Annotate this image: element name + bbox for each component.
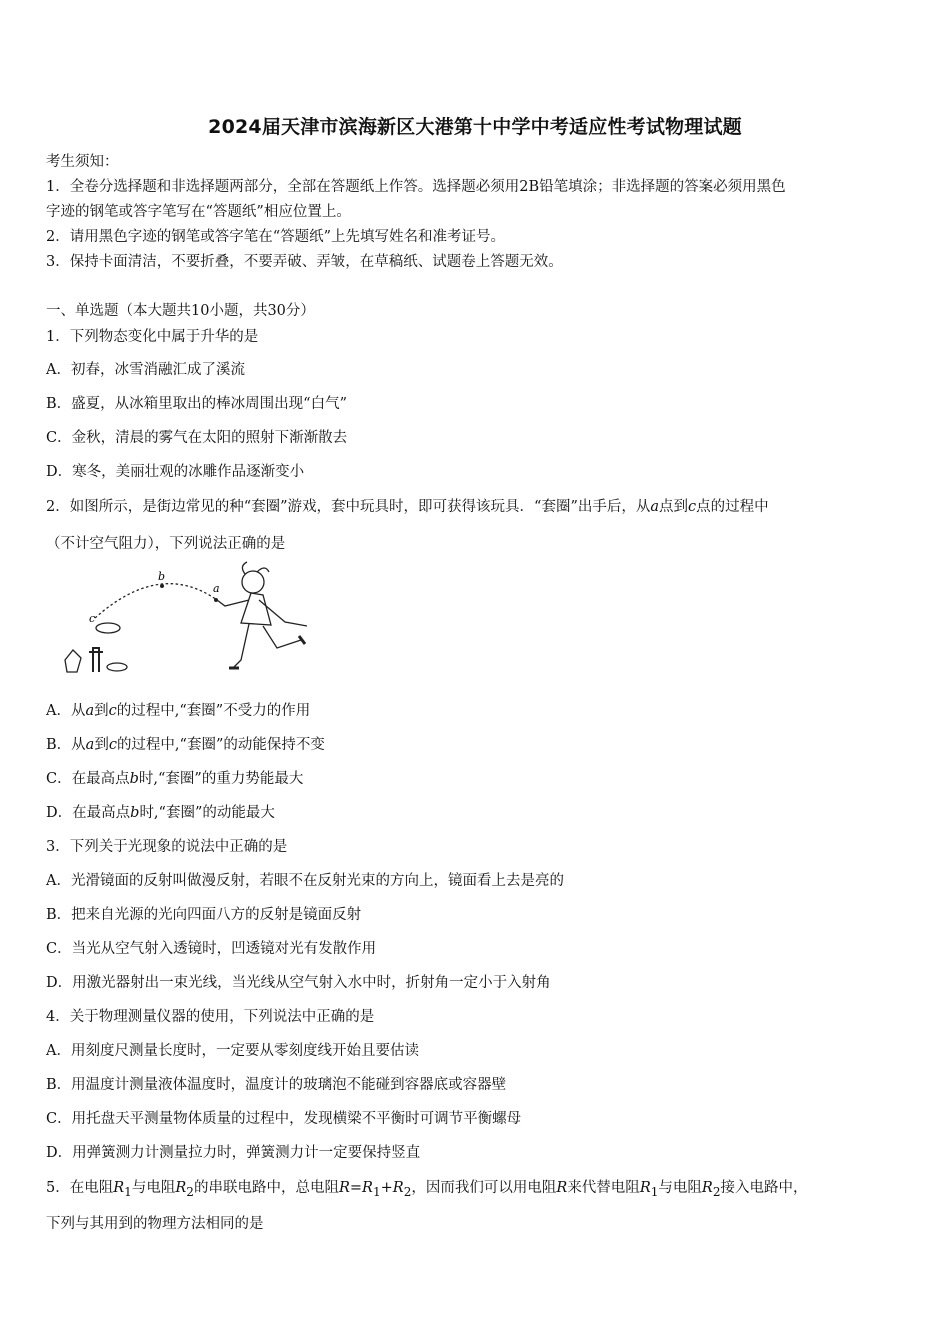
q2-option-b: B．从a到c的过程中,“套圈”的动能保持不变: [46, 737, 325, 753]
notice-item-2: 2．请用黑色字迹的钢笔或答字笔在“答题纸”上先填写姓名和准考证号。: [46, 229, 506, 245]
q3-option-b: B．把来自光源的光向四面八方的反射是镜面反射: [46, 907, 362, 923]
q1-option-c: C．金秋，清晨的雾气在太阳的照射下渐渐散去: [46, 430, 348, 446]
notice-heading: 考生须知：: [46, 154, 119, 170]
point-b: [160, 584, 164, 588]
ring-toss-figure: [45, 560, 325, 690]
notice-item-3: 3．保持卡面清洁，不要折叠，不要弄破、弄皱，在草稿纸、试题卷上答题无效。: [46, 254, 563, 270]
notice-item-1-cont: 字迹的钢笔或答字笔写在“答题纸”相应位置上。: [46, 204, 351, 220]
q2-stem: 2．如图所示，是街边常见的种“套圈”游戏，套中玩具时，即可获得该玩具．“套圈”出手后，从a点到c点的过程中: [46, 499, 769, 515]
q2-option-d: D．在最高点b时,“套圈”的动能最大: [46, 805, 275, 821]
q4-option-c: C．用托盘天平测量物体质量的过程中，发现横梁不平衡时可调节平衡螺母: [46, 1111, 522, 1127]
toy-bear: [65, 650, 81, 672]
q1-option-d: D．寒冬，美丽壮观的冰雕作品逐渐变小: [46, 464, 305, 480]
q3-option-d: D．用激光器射出一束光线，当光线从空气射入水中时，折射角一定小于入射角: [46, 975, 551, 991]
q5-stem: 5．在电阻$R_1$与电阻$R_2$的串联电路中，总电阻$R=R_1+R_2$，因而我们可以用电阻R来代替电阻$R_1$与电阻$R_2$接入电路中，: [46, 1180, 808, 1199]
girl-head: [242, 571, 264, 593]
q1-stem: 1．下列物态变化中属于升华的是: [46, 329, 259, 345]
q3-option-a: A．光滑镜面的反射叫做漫反射，若眼不在反射光束的方向上，镜面看上去是亮的: [46, 873, 564, 889]
q2-option-a: A．从a到c的过程中,“套圈”不受力的作用: [46, 703, 311, 719]
notice-item-1: 1．全卷分选择题和非选择题两部分，全部在答题纸上作答。选择题必须用2B铅笔填涂；非选择题的答案必须用黑色: [46, 179, 786, 195]
section-heading: 一、单选题（本大题共10小题，共30分）: [46, 303, 315, 319]
label-b: b: [158, 570, 166, 583]
q1-option-a: A．初春，冰雪消融汇成了溪流: [46, 362, 245, 378]
ring-on-ground: [107, 663, 127, 671]
label-c: c: [89, 612, 96, 625]
trajectory-path: [95, 584, 217, 618]
q1-option-b: B．盛夏，从冰箱里取出的棒冰周围出现“白气”: [46, 396, 347, 412]
girl-legs: [233, 624, 301, 668]
q3-stem: 3．下列关于光现象的说法中正确的是: [46, 839, 288, 855]
girl-dress: [241, 593, 271, 625]
q5-stem-cont: 下列与其用到的物理方法相同的是: [46, 1216, 264, 1232]
toy-bottle: [89, 648, 103, 672]
point-a: [214, 598, 218, 602]
q2-stem-cont: （不计空气阻力），下列说法正确的是: [46, 536, 286, 552]
label-a: a: [213, 582, 220, 595]
q2-option-c: C．在最高点b时,“套圈”的重力势能最大: [46, 771, 304, 787]
page-title: 2024届天津市滨海新区大港第十中学中考适应性考试物理试题: [208, 116, 742, 138]
q4-stem: 4．关于物理测量仪器的使用，下列说法中正确的是: [46, 1009, 375, 1025]
q4-option-d: D．用弹簧测力计测量拉力时，弹簧测力计一定要保持竖直: [46, 1145, 421, 1161]
q4-option-b: B．用温度计测量液体温度时，温度计的玻璃泡不能碰到容器底或容器壁: [46, 1077, 507, 1093]
q4-option-a: A．用刻度尺测量长度时，一定要从零刻度线开始且要估读: [46, 1043, 419, 1059]
girl-arm: [217, 600, 249, 606]
q3-option-c: C．当光从空气射入透镜时，凹透镜对光有发散作用: [46, 941, 377, 957]
ring-at-c: [96, 623, 120, 633]
